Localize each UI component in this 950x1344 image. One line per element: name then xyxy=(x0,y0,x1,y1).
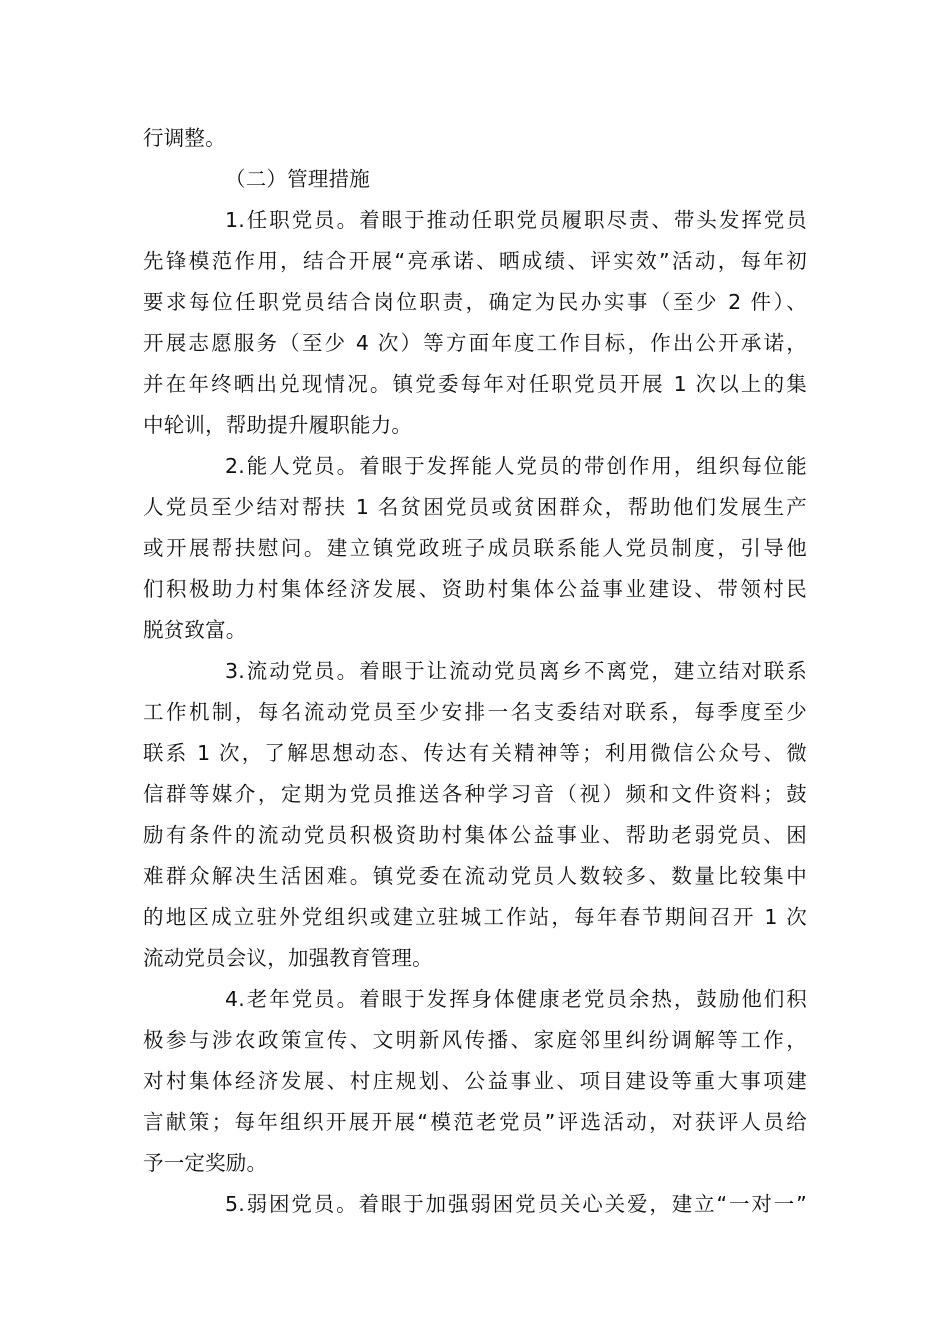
text-line: 信群等媒介，定期为党员推送各种学习音（视）频和文件资料；鼓 xyxy=(143,782,807,806)
text-line: 1.任职党员。着眼于推动任职党员履职尽责、带头发挥党员 xyxy=(225,208,807,232)
text-line: 中轮训，帮助提升履职能力。 xyxy=(143,413,413,437)
text-line: 5.弱困党员。着眼于加强弱困党员关心关爱，建立“一对一” xyxy=(225,1192,807,1216)
text-line: 励有条件的流动党员积极资助村集体公益事业、帮助老弱党员、困 xyxy=(143,823,807,847)
text-line: 工作机制，每名流动党员至少安排一名支委结对联系，每季度至少 xyxy=(143,700,807,724)
text-line: 2.能人党员。着眼于发挥能人党员的带创作用，组织每位能 xyxy=(225,454,807,478)
text-line: 要求每位任职党员结合岗位职责，确定为民办实事（至少 2 件）、 xyxy=(143,290,807,314)
text-line: 予一定奖励。 xyxy=(143,1151,268,1175)
text-line: 先锋模范作用，结合开展“亮承诺、晒成绩、评实效”活动，每年初 xyxy=(143,249,807,273)
text-line: 或开展帮扶慰问。建立镇党政班子成员联系能人党员制度，引导他 xyxy=(143,536,807,560)
text-line: 流动党员会议，加强教育管理。 xyxy=(143,946,433,970)
body-text xyxy=(143,118,807,1225)
text-line: 人党员至少结对帮扶 1 名贫困党员或贫困群众，帮助他们发展生产 xyxy=(143,495,807,519)
text-line: 们积极助力村集体经济发展、资助村集体公益事业建设、带领村民 xyxy=(143,577,807,601)
section-heading: （二）管理措施 xyxy=(225,167,370,191)
text-line: 难群众解决生活困难。镇党委在流动党员人数较多、数量比较集中 xyxy=(143,864,807,888)
text-line: 并在年终晒出兑现情况。镇党委每年对任职党员开展 1 次以上的集 xyxy=(143,372,807,396)
text-line: 脱贫致富。 xyxy=(143,618,247,642)
text-line: 联系 1 次，了解思想动态、传达有关精神等；利用微信公众号、微 xyxy=(143,741,807,765)
text-line: 的地区成立驻外党组织或建立驻城工作站，每年春节期间召开 1 次 xyxy=(143,905,807,929)
text-line: 言献策；每年组织开展开展“模范老党员”评选活动，对获评人员给 xyxy=(143,1110,807,1134)
text-line: 开展志愿服务（至少 4 次）等方面年度工作目标，作出公开承诺， xyxy=(143,331,807,355)
text-line: 对村集体经济发展、村庄规划、公益事业、项目建设等重大事项建 xyxy=(143,1069,807,1093)
text-line: 行调整。 xyxy=(143,126,226,150)
text-line: 极参与涉农政策宣传、文明新风传播、家庭邻里纠纷调解等工作， xyxy=(143,1028,807,1052)
text-line: 3.流动党员。着眼于让流动党员离乡不离党，建立结对联系 xyxy=(225,659,807,683)
text-line: 4.老年党员。着眼于发挥身体健康老党员余热，鼓励他们积 xyxy=(225,987,807,1011)
